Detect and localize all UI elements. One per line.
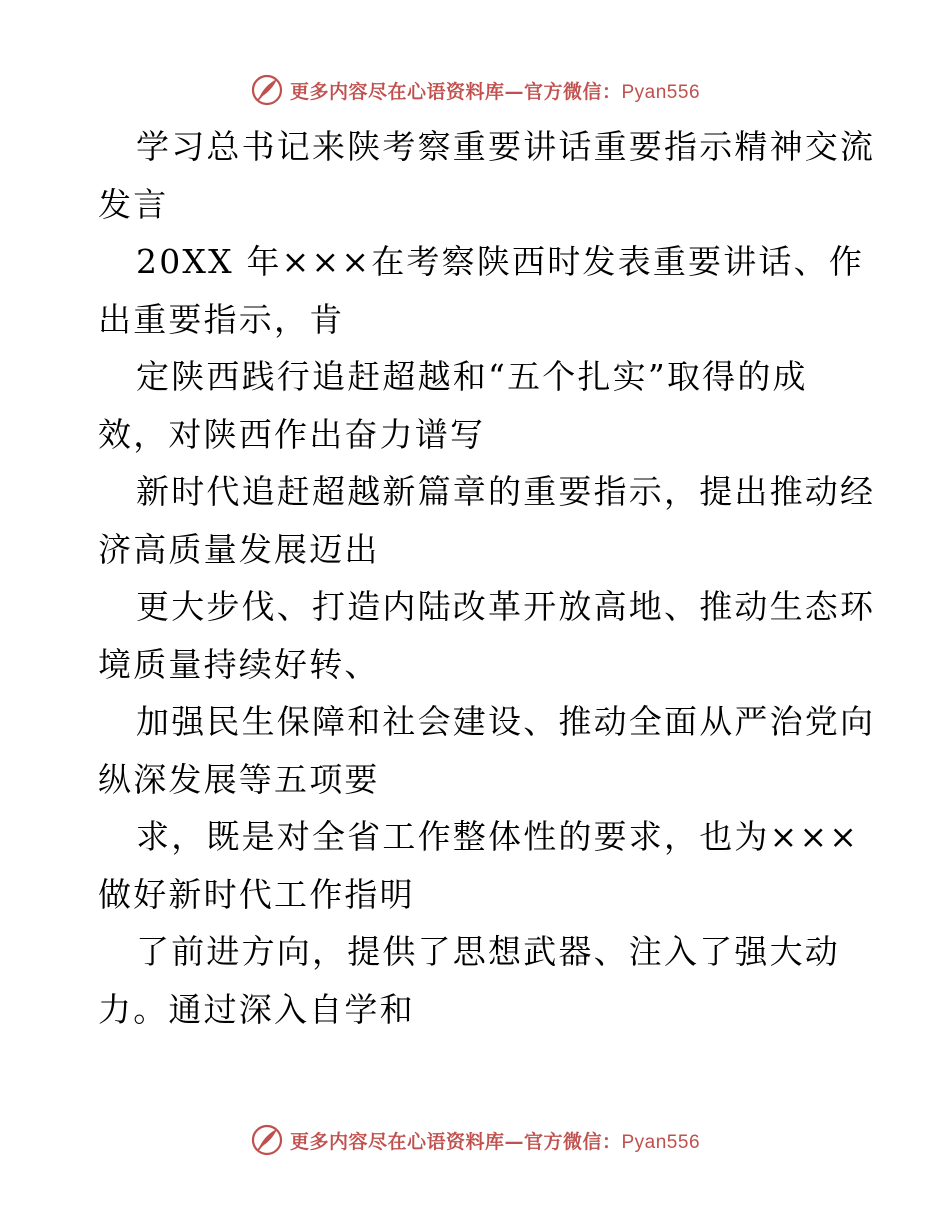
text-line: 求，既是对全省工作整体性的要求，也为×××	[136, 817, 860, 856]
header-watermark	[0, 70, 950, 110]
text-line: 境质量持续好转、	[98, 644, 380, 684]
text-line: 了前进方向，提供了思想武器、注入了强大动	[136, 932, 840, 971]
footer-watermark	[0, 1120, 950, 1160]
text-line: 纵深发展等五项要	[98, 759, 380, 799]
watermark-text: 更多内容尽在心语资料库—官方微信：Pyan556	[289, 80, 701, 103]
watermark-wechat-id: Pyan556	[621, 1131, 701, 1153]
text-line: 出重要指示，肯	[98, 299, 345, 339]
text-line: 做好新时代工作指明	[98, 874, 415, 914]
text-line: 学习总书记来陕考察重要讲话重要指示精神交流	[136, 127, 876, 166]
document-body	[98, 118, 876, 1038]
text-line: 效，对陕西作出奋力谱写	[98, 414, 486, 454]
text-line: 20XX 年×××在考察陕西时发表重要讲话、作	[136, 242, 865, 281]
text-line: 新时代追赶超越新篇章的重要指示，提出推动经	[136, 472, 876, 511]
watermark-text: 更多内容尽在心语资料库—官方微信：Pyan556	[289, 1130, 701, 1153]
text-line: 更大步伐、打造内陆改革开放高地、推动生态环	[136, 587, 876, 626]
text-line: 发言	[98, 184, 169, 224]
text-line: 加强民生保障和社会建设、推动全面从严治党向	[136, 702, 876, 741]
text-line: 定陕西践行追赶超越和“五个扎实”取得的成	[136, 357, 808, 396]
feather-pen-logo-icon	[250, 1123, 284, 1157]
text-line: 力。通过深入自学和	[98, 989, 415, 1029]
text-line: 济高质量发展迈出	[98, 529, 380, 569]
watermark-wechat-id: Pyan556	[621, 81, 701, 103]
feather-pen-logo-icon	[250, 73, 284, 107]
